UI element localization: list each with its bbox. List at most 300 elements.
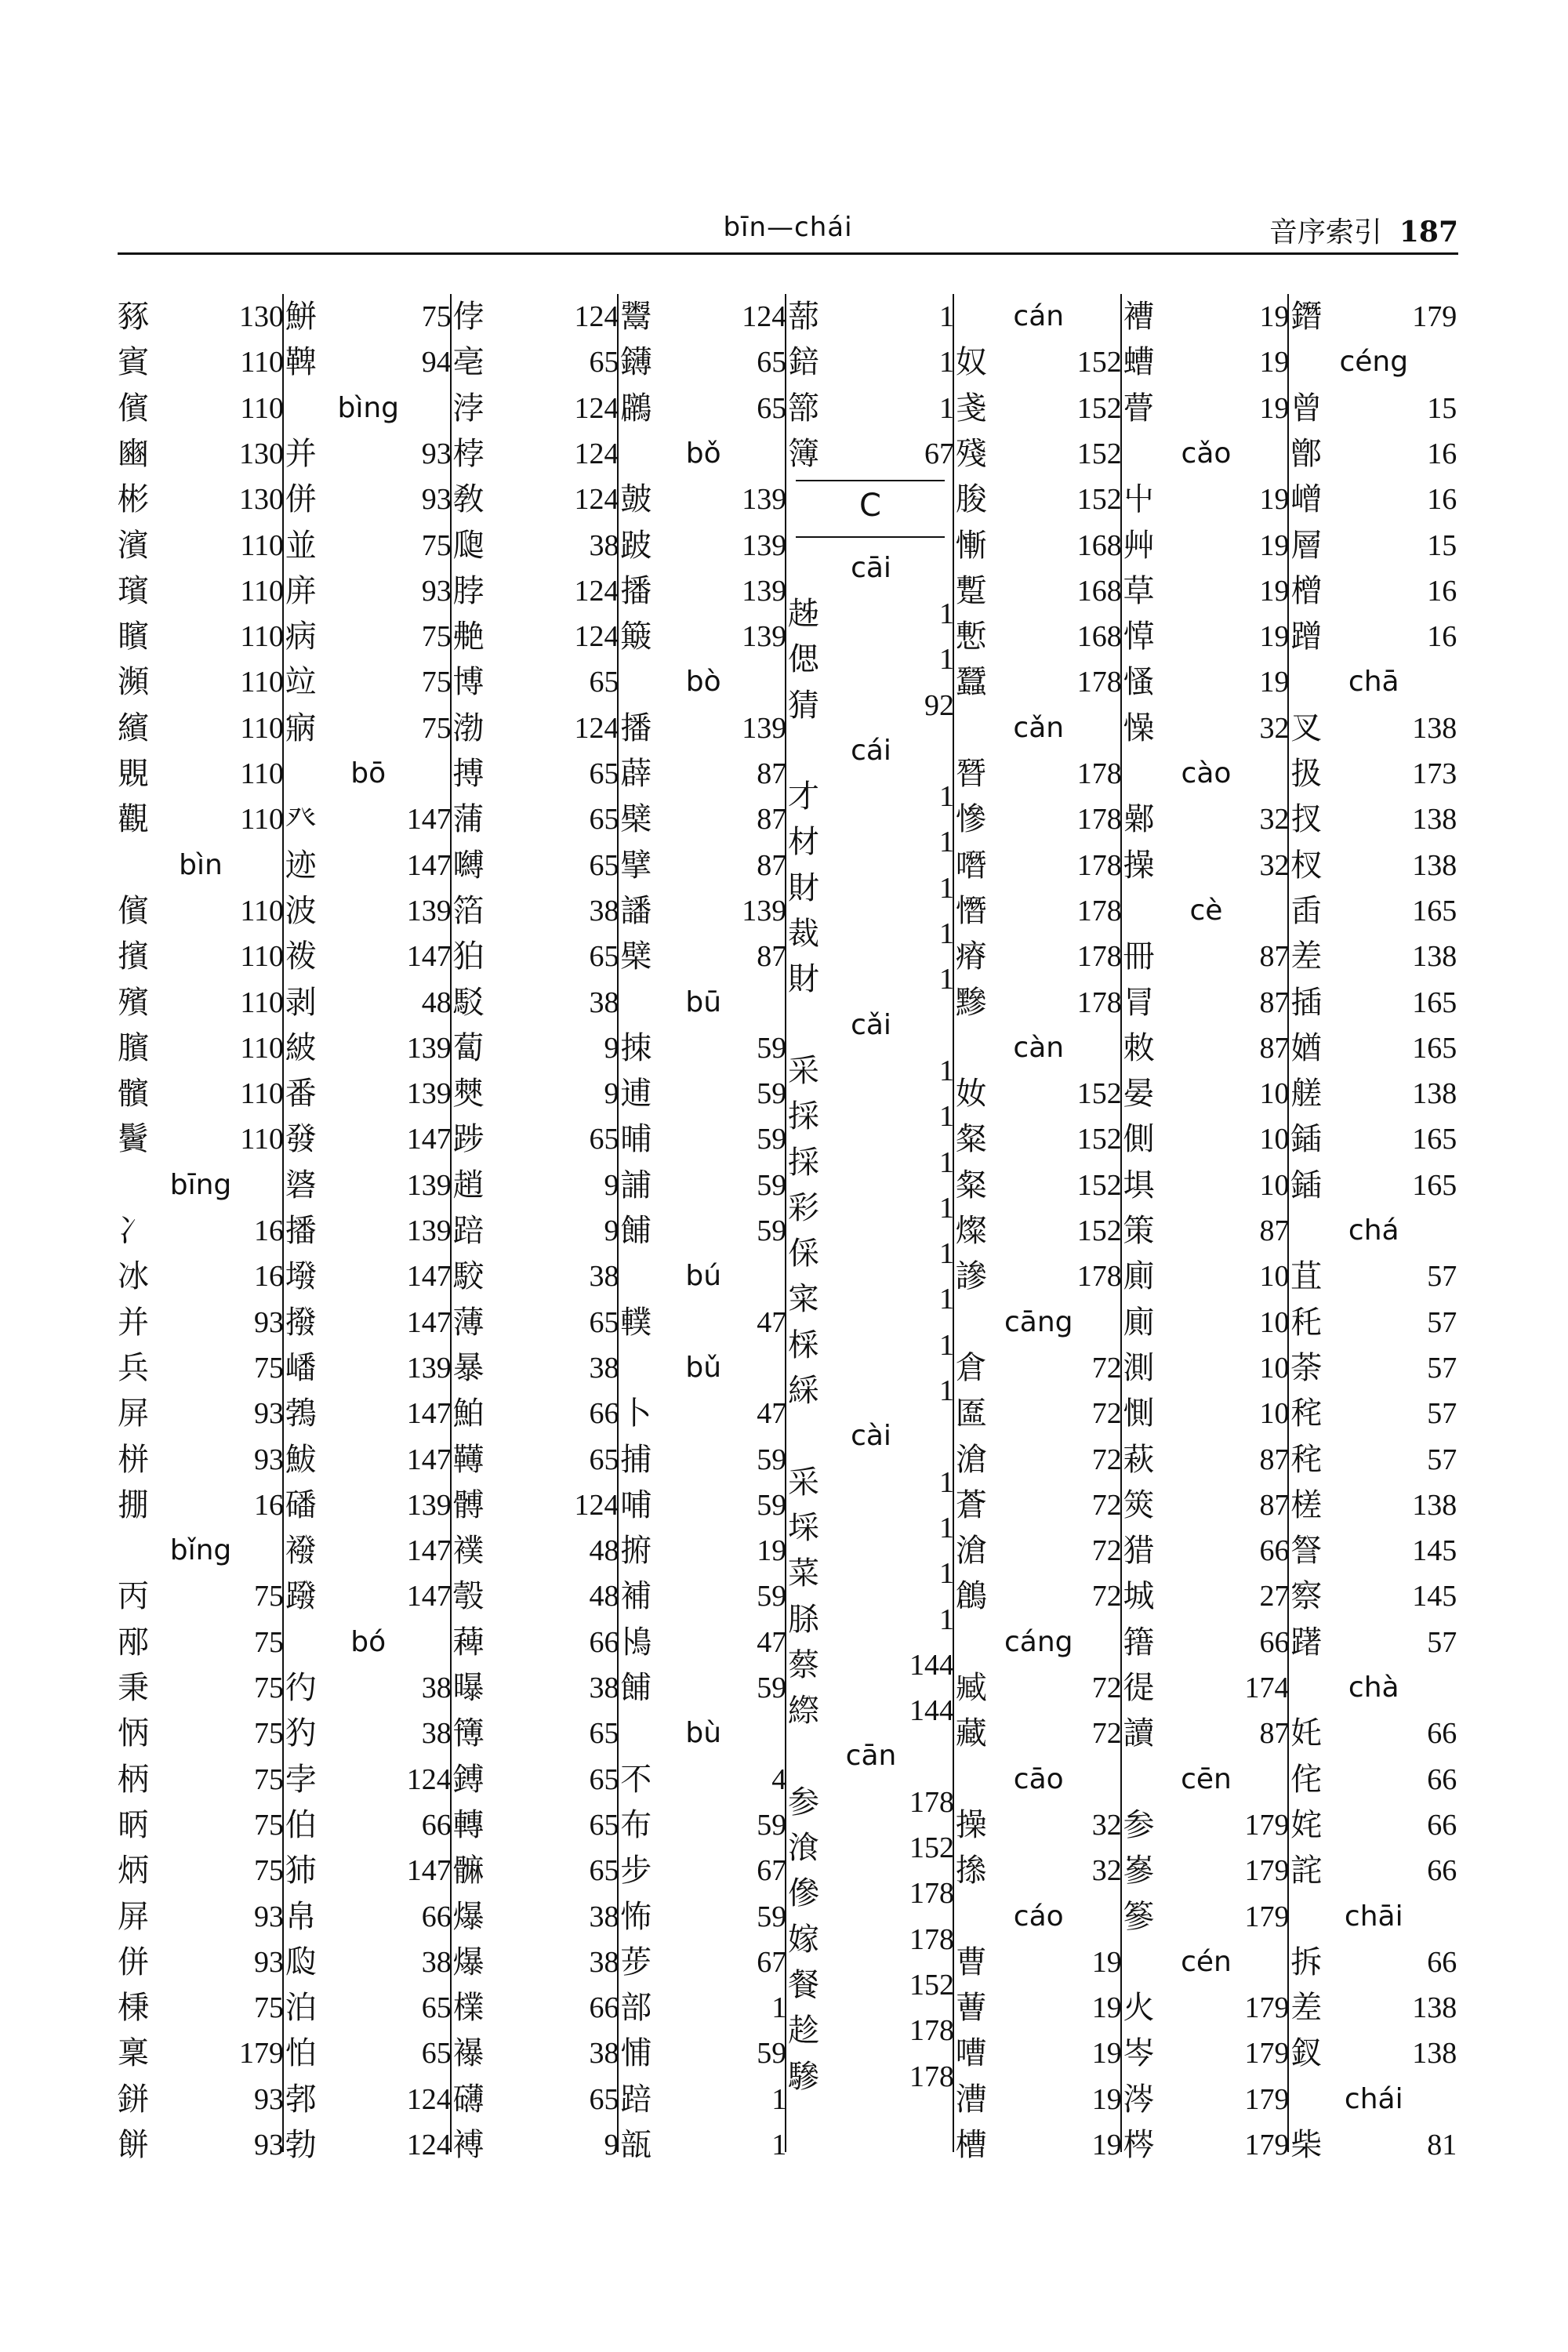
entry-page-number: 38	[421, 1671, 452, 1704]
entry-character: 橧	[1290, 572, 1323, 609]
index-entry	[285, 797, 458, 842]
index-entry	[1123, 706, 1296, 751]
index-entry	[788, 1460, 960, 1505]
index-entry	[285, 1985, 458, 2031]
entry-page-number: 110	[240, 894, 284, 927]
entry-page-number: 38	[589, 985, 619, 1019]
entry-character: 碆	[285, 1167, 317, 1203]
pinyin-heading-text: chá	[1348, 1214, 1399, 1247]
entry-page-number: 152	[1076, 391, 1122, 425]
entry-page-number: 87	[757, 757, 787, 790]
entry-character: 柄	[118, 1761, 149, 1798]
index-entry	[956, 1254, 1128, 1299]
index-entry	[788, 1917, 960, 1962]
entry-character: 併	[118, 1944, 149, 1980]
pinyin-heading-text: bǒ	[685, 437, 721, 470]
index-entry	[1123, 1802, 1296, 1848]
pinyin-heading	[118, 1163, 290, 1208]
entry-page-number: 19	[1259, 666, 1290, 699]
pinyin-heading-text: cáo	[1013, 1900, 1064, 1933]
index-entry	[788, 1140, 960, 1185]
entry-page-number: 59	[757, 1488, 787, 1522]
entry-page-number: 10	[1259, 1305, 1290, 1339]
entry-page-number: 152	[1076, 437, 1122, 470]
entry-character: 搏	[452, 756, 485, 792]
entry-character: 荼	[1290, 1349, 1323, 1386]
index-entry	[118, 1573, 290, 1619]
entry-page-number: 147	[406, 1854, 452, 1888]
entry-page-number: 87	[1259, 1488, 1290, 1522]
entry-page-number: 15	[1427, 528, 1457, 562]
entry-page-number: 16	[1427, 483, 1457, 517]
index-entry	[788, 2054, 960, 2100]
entry-page-number: 10	[1259, 1351, 1290, 1385]
index-entry	[1290, 1848, 1463, 1893]
entry-character: 徥	[1123, 1670, 1155, 1706]
entry-character: 侼	[452, 299, 485, 335]
index-entry	[285, 1025, 458, 1071]
entry-character: 並	[285, 527, 317, 564]
index-entry	[956, 431, 1128, 477]
entry-page-number: 178	[1076, 940, 1122, 974]
entry-character: 慘	[955, 801, 987, 838]
index-entry	[453, 339, 626, 385]
index-entry	[453, 797, 626, 842]
index-entry	[118, 1391, 290, 1436]
entry-page-number: 65	[589, 1717, 619, 1751]
entry-character: 猜	[788, 687, 819, 724]
entry-character: 簸	[620, 619, 652, 655]
entry-page-number: 178	[909, 1922, 954, 1956]
header-pinyin-range: bīn—chái	[723, 212, 853, 243]
index-entry	[453, 431, 626, 477]
entry-page-number: 124	[574, 711, 619, 745]
entry-page-number: 38	[421, 1717, 452, 1751]
entry-character: 蒼	[955, 1486, 987, 1523]
entry-character: 炳	[118, 1853, 149, 1889]
index-entry	[453, 1894, 626, 1940]
entry-page-number: 1	[939, 1145, 954, 1179]
pinyin-heading	[956, 706, 1128, 751]
entry-character: 晡	[620, 1121, 652, 1158]
entry-page-number: 59	[757, 1168, 787, 1202]
index-entry	[956, 2031, 1128, 2076]
entry-character: 發	[285, 1121, 317, 1158]
entry-character: 嵾	[1123, 1853, 1155, 1889]
index-entry	[620, 751, 793, 797]
entry-page-number: 145	[1412, 1534, 1457, 1568]
entry-page-number: 93	[254, 1443, 284, 1476]
pinyin-heading	[1290, 1665, 1463, 1711]
column-divider	[1287, 294, 1289, 2152]
pinyin-heading	[1290, 1894, 1463, 1940]
entry-page-number: 1	[939, 597, 954, 630]
index-entry	[285, 1345, 458, 1391]
entry-page-number: 138	[1412, 803, 1457, 837]
entry-page-number: 59	[757, 1443, 787, 1476]
entry-page-number: 173	[1412, 757, 1457, 790]
index-entry	[1123, 294, 1296, 339]
entry-character: 掤	[118, 1486, 149, 1523]
index-entry	[1123, 1208, 1296, 1254]
index-entry	[118, 523, 290, 568]
entry-page-number: 94	[421, 346, 452, 379]
index-entry	[1123, 934, 1296, 979]
index-entry	[620, 1116, 793, 1162]
index-entry	[788, 1231, 960, 1276]
entry-page-number: 179	[239, 2037, 284, 2071]
entry-page-number: 75	[254, 1991, 284, 2025]
index-entry	[956, 1802, 1128, 1848]
entry-page-number: 87	[1259, 1214, 1290, 1247]
entry-character: 泊	[285, 1990, 317, 2027]
entry-character: 財	[788, 961, 819, 998]
index-entry	[1123, 1116, 1296, 1162]
index-entry	[1123, 1620, 1296, 1665]
index-entry	[285, 614, 458, 659]
index-entry	[118, 1345, 290, 1391]
entry-character: 漕	[955, 2081, 987, 2118]
entry-character: 薄	[452, 1304, 485, 1341]
index-entry	[453, 1254, 626, 1299]
index-entry	[1290, 1483, 1463, 1528]
entry-page-number: 59	[757, 1031, 787, 1065]
entry-page-number: 16	[1427, 437, 1457, 470]
entry-character: 鄫	[1290, 435, 1323, 472]
entry-character: 趙	[452, 1167, 485, 1203]
index-entry	[788, 1094, 960, 1139]
entry-character: 脖	[452, 572, 485, 609]
entry-character: 鮊	[452, 1396, 485, 1432]
entry-character: 岑	[1123, 2035, 1155, 2072]
entry-page-number: 66	[1427, 1945, 1457, 1979]
index-entry	[1123, 1665, 1296, 1711]
index-entry	[1123, 339, 1296, 385]
entry-character: 筴	[1123, 1486, 1155, 1523]
entry-character: 踄	[452, 1121, 485, 1158]
index-entry	[956, 1711, 1128, 1756]
index-entry	[118, 1300, 290, 1345]
entry-page-number: 147	[406, 1443, 452, 1476]
entry-page-number: 165	[1412, 894, 1457, 927]
entry-page-number: 179	[1244, 1854, 1290, 1888]
entry-character: 剥	[285, 984, 317, 1021]
entry-page-number: 1	[939, 1100, 954, 1134]
pinyin-heading-text: cén	[1181, 1945, 1232, 1978]
index-entry	[788, 294, 960, 339]
pinyin-heading-text: cán	[1013, 300, 1065, 332]
entry-character: 髍	[452, 1853, 485, 1889]
index-entry	[118, 1802, 290, 1848]
entry-character: 謲	[955, 1258, 987, 1295]
entry-page-number: 110	[240, 1077, 284, 1111]
entry-character: 縩	[788, 1693, 819, 1730]
entry-page-number: 139	[406, 1351, 452, 1385]
pinyin-heading-text: bō	[350, 757, 387, 789]
index-entry	[788, 683, 960, 728]
entry-page-number: 110	[240, 803, 284, 837]
entry-character: 并	[285, 435, 317, 472]
index-entry	[788, 1688, 960, 1733]
entry-character: 屏	[118, 1396, 149, 1432]
entry-character: 補	[620, 1578, 652, 1615]
entry-page-number: 19	[1259, 300, 1290, 333]
index-entry	[620, 888, 793, 934]
entry-character: 脎	[788, 1601, 819, 1638]
entry-page-number: 147	[406, 803, 452, 837]
entry-page-number: 1	[939, 963, 954, 996]
index-entry	[620, 1573, 793, 1619]
entry-page-number: 152	[1076, 1077, 1122, 1111]
entry-page-number: 130	[239, 483, 284, 517]
entry-character: 采	[788, 1052, 819, 1089]
entry-page-number: 1	[939, 826, 954, 859]
index-entry	[788, 956, 960, 1002]
index-entry	[788, 1871, 960, 1916]
index-entry	[620, 294, 793, 339]
pinyin-heading-text: cāi	[851, 551, 891, 584]
entry-character: 瀕	[118, 664, 149, 701]
entry-page-number: 32	[1259, 711, 1290, 745]
entry-page-number: 152	[1076, 346, 1122, 379]
entry-character: 併	[285, 481, 317, 518]
index-column	[1290, 294, 1463, 2163]
index-entry	[620, 2031, 793, 2076]
entry-page-number: 16	[1427, 620, 1457, 654]
entry-character: 皷	[620, 481, 652, 518]
entry-page-number: 47	[757, 1397, 787, 1431]
entry-character: 湌	[788, 1830, 819, 1867]
entry-page-number: 110	[240, 1123, 284, 1156]
index-entry	[1123, 1437, 1296, 1483]
index-entry	[285, 1437, 458, 1483]
index-entry	[285, 2077, 458, 2122]
entry-page-number: 130	[239, 300, 284, 333]
entry-page-number: 1	[939, 1557, 954, 1591]
index-entry	[1290, 1985, 1463, 2031]
index-entry	[956, 1391, 1128, 1436]
entry-character: 亳	[452, 344, 485, 381]
entry-page-number: 19	[1091, 2129, 1122, 2161]
index-entry	[285, 1940, 458, 1985]
entry-page-number: 48	[589, 1534, 619, 1568]
entry-page-number: 48	[421, 985, 452, 1019]
index-entry	[620, 1665, 793, 1711]
entry-character: 轐	[620, 1304, 652, 1341]
index-entry	[285, 980, 458, 1025]
entry-page-number: 179	[1244, 2082, 1290, 2116]
entry-page-number: 178	[1076, 848, 1122, 882]
index-entry	[788, 1597, 960, 1642]
index-entry	[453, 1345, 626, 1391]
entry-character: 叉	[1290, 710, 1323, 746]
index-entry	[285, 1391, 458, 1436]
entry-character: 趁	[788, 2013, 819, 2049]
pinyin-heading	[620, 431, 793, 477]
index-entry	[453, 980, 626, 1025]
pinyin-heading-text: cè	[1189, 894, 1223, 927]
entry-character: 璸	[118, 572, 149, 609]
entry-page-number: 147	[406, 1580, 452, 1613]
pinyin-heading-text: bū	[685, 985, 722, 1018]
entry-page-number: 19	[1091, 1945, 1122, 1979]
entry-character: 悑	[620, 2035, 652, 2072]
entry-page-number: 145	[1412, 1580, 1457, 1613]
entry-character: 犻	[285, 1853, 317, 1889]
pinyin-heading-text: chà	[1348, 1671, 1399, 1704]
entry-character: 䙏	[452, 2127, 485, 2163]
entry-page-number: 65	[757, 391, 787, 425]
entry-page-number: 138	[1412, 848, 1457, 882]
index-entry	[620, 477, 793, 522]
entry-page-number: 65	[589, 1762, 619, 1796]
entry-page-number: 1	[771, 1991, 787, 2025]
entry-character: 哺	[620, 1486, 652, 1523]
index-entry	[1290, 888, 1463, 934]
index-entry	[118, 934, 290, 979]
index-entry	[1290, 2122, 1463, 2168]
index-entry	[956, 614, 1128, 659]
pinyin-heading-text: cái	[851, 734, 891, 767]
entry-page-number: 16	[254, 1214, 284, 1247]
index-entry	[788, 1505, 960, 1551]
pinyin-heading-text: cǎo	[1181, 437, 1232, 470]
entry-page-number: 65	[589, 1443, 619, 1476]
entry-character: 栟	[118, 1441, 149, 1478]
entry-character: 桲	[452, 435, 485, 472]
entry-page-number: 15	[1427, 391, 1457, 425]
index-entry	[956, 1665, 1128, 1711]
entry-character: 播	[620, 572, 652, 609]
index-entry	[285, 1757, 458, 1802]
entry-page-number: 19	[1259, 528, 1290, 562]
entry-character: 鵓	[285, 1396, 317, 1432]
entry-page-number: 10	[1259, 1123, 1290, 1156]
entry-character: 鶬	[955, 1578, 987, 1615]
entry-character: 蓸	[955, 1990, 987, 2027]
pinyin-heading	[1123, 431, 1296, 477]
entry-page-number: 65	[589, 848, 619, 882]
index-entry	[285, 523, 458, 568]
entry-character: 艖	[1290, 1076, 1323, 1112]
entry-page-number: 9	[604, 1168, 619, 1202]
entry-character: 薭	[452, 1624, 485, 1661]
entry-character: 繽	[118, 710, 149, 746]
index-entry	[620, 797, 793, 842]
index-entry	[453, 1391, 626, 1436]
entry-character: 寎	[285, 710, 317, 746]
entry-page-number: 72	[1091, 1397, 1122, 1431]
entry-character: 篸	[1123, 1898, 1155, 1935]
pinyin-heading-text: cǎn	[1013, 711, 1065, 744]
entry-character: 釵	[1290, 2035, 1323, 2072]
entry-page-number: 179	[1244, 2037, 1290, 2071]
index-entry	[453, 1940, 626, 1985]
entry-page-number: 38	[589, 528, 619, 562]
pinyin-heading	[788, 546, 960, 591]
pinyin-heading	[788, 728, 960, 774]
header-title-block	[1269, 210, 1458, 250]
index-entry	[1290, 431, 1463, 477]
entry-page-number: 65	[757, 346, 787, 379]
entry-character: 層	[1290, 527, 1323, 564]
entry-character: 臧	[955, 1670, 987, 1706]
entry-page-number: 147	[406, 848, 452, 882]
index-entry	[453, 706, 626, 751]
entry-character: 埰	[788, 1509, 819, 1546]
entry-character: 奻	[955, 1076, 987, 1112]
entry-page-number: 66	[1427, 1808, 1457, 1842]
index-entry	[118, 1116, 290, 1162]
index-entry	[453, 614, 626, 659]
entry-character: 觀	[118, 801, 149, 838]
index-entry	[956, 2077, 1128, 2122]
entry-page-number: 110	[240, 346, 284, 379]
entry-page-number: 75	[421, 620, 452, 654]
index-entry	[1290, 1620, 1463, 1665]
entry-page-number: 178	[1076, 894, 1122, 927]
index-entry	[956, 523, 1128, 568]
entry-character: 秺	[1290, 1396, 1323, 1432]
entry-character: 察	[1290, 1578, 1323, 1615]
pinyin-heading-text: chāi	[1344, 1900, 1403, 1933]
entry-page-number: 75	[254, 1351, 284, 1385]
pinyin-heading-text: cēn	[1181, 1762, 1232, 1795]
entry-page-number: 130	[239, 437, 284, 470]
pinyin-heading	[620, 1254, 793, 1299]
entry-character: 彩	[788, 1189, 819, 1226]
entry-page-number: 9	[604, 1214, 619, 1247]
index-entry	[1123, 797, 1296, 842]
entry-page-number: 47	[757, 1305, 787, 1339]
index-entry	[118, 568, 290, 614]
index-entry	[788, 591, 960, 637]
entry-character: 瓿	[620, 2127, 652, 2163]
entry-character: 萩	[1123, 1441, 1155, 1478]
index-entry	[118, 1894, 290, 1940]
entry-character: 棌	[788, 1327, 819, 1363]
index-column	[1123, 294, 1296, 2163]
entry-page-number: 66	[589, 1625, 619, 1659]
index-entry	[285, 431, 458, 477]
pinyin-heading	[1123, 751, 1296, 797]
entry-page-number: 1	[939, 643, 954, 677]
entry-character: 襏	[285, 1533, 317, 1570]
entry-page-number: 93	[254, 2082, 284, 2116]
entry-page-number: 147	[406, 940, 452, 974]
entry-character: 参	[1123, 1806, 1155, 1843]
index-column	[285, 294, 458, 2163]
entry-page-number: 1	[939, 1283, 954, 1316]
entry-page-number: 87	[1259, 940, 1290, 974]
pinyin-heading	[956, 1894, 1128, 1940]
pinyin-heading	[788, 1003, 960, 1048]
entry-character: 擘	[620, 847, 652, 884]
entry-page-number: 19	[1259, 620, 1290, 654]
entry-page-number: 124	[574, 483, 619, 517]
entry-character: 䪇	[452, 1441, 485, 1478]
index-entry	[788, 1642, 960, 1688]
index-entry	[1290, 523, 1463, 568]
entry-page-number: 147	[406, 1534, 452, 1568]
pinyin-heading-text: cān	[845, 1740, 897, 1773]
index-entry	[620, 523, 793, 568]
entry-page-number: 19	[757, 1534, 787, 1568]
entry-page-number: 93	[254, 1900, 284, 1933]
pinyin-heading	[1290, 2077, 1463, 2122]
entry-page-number: 87	[1259, 985, 1290, 1019]
entry-page-number: 59	[757, 2037, 787, 2071]
